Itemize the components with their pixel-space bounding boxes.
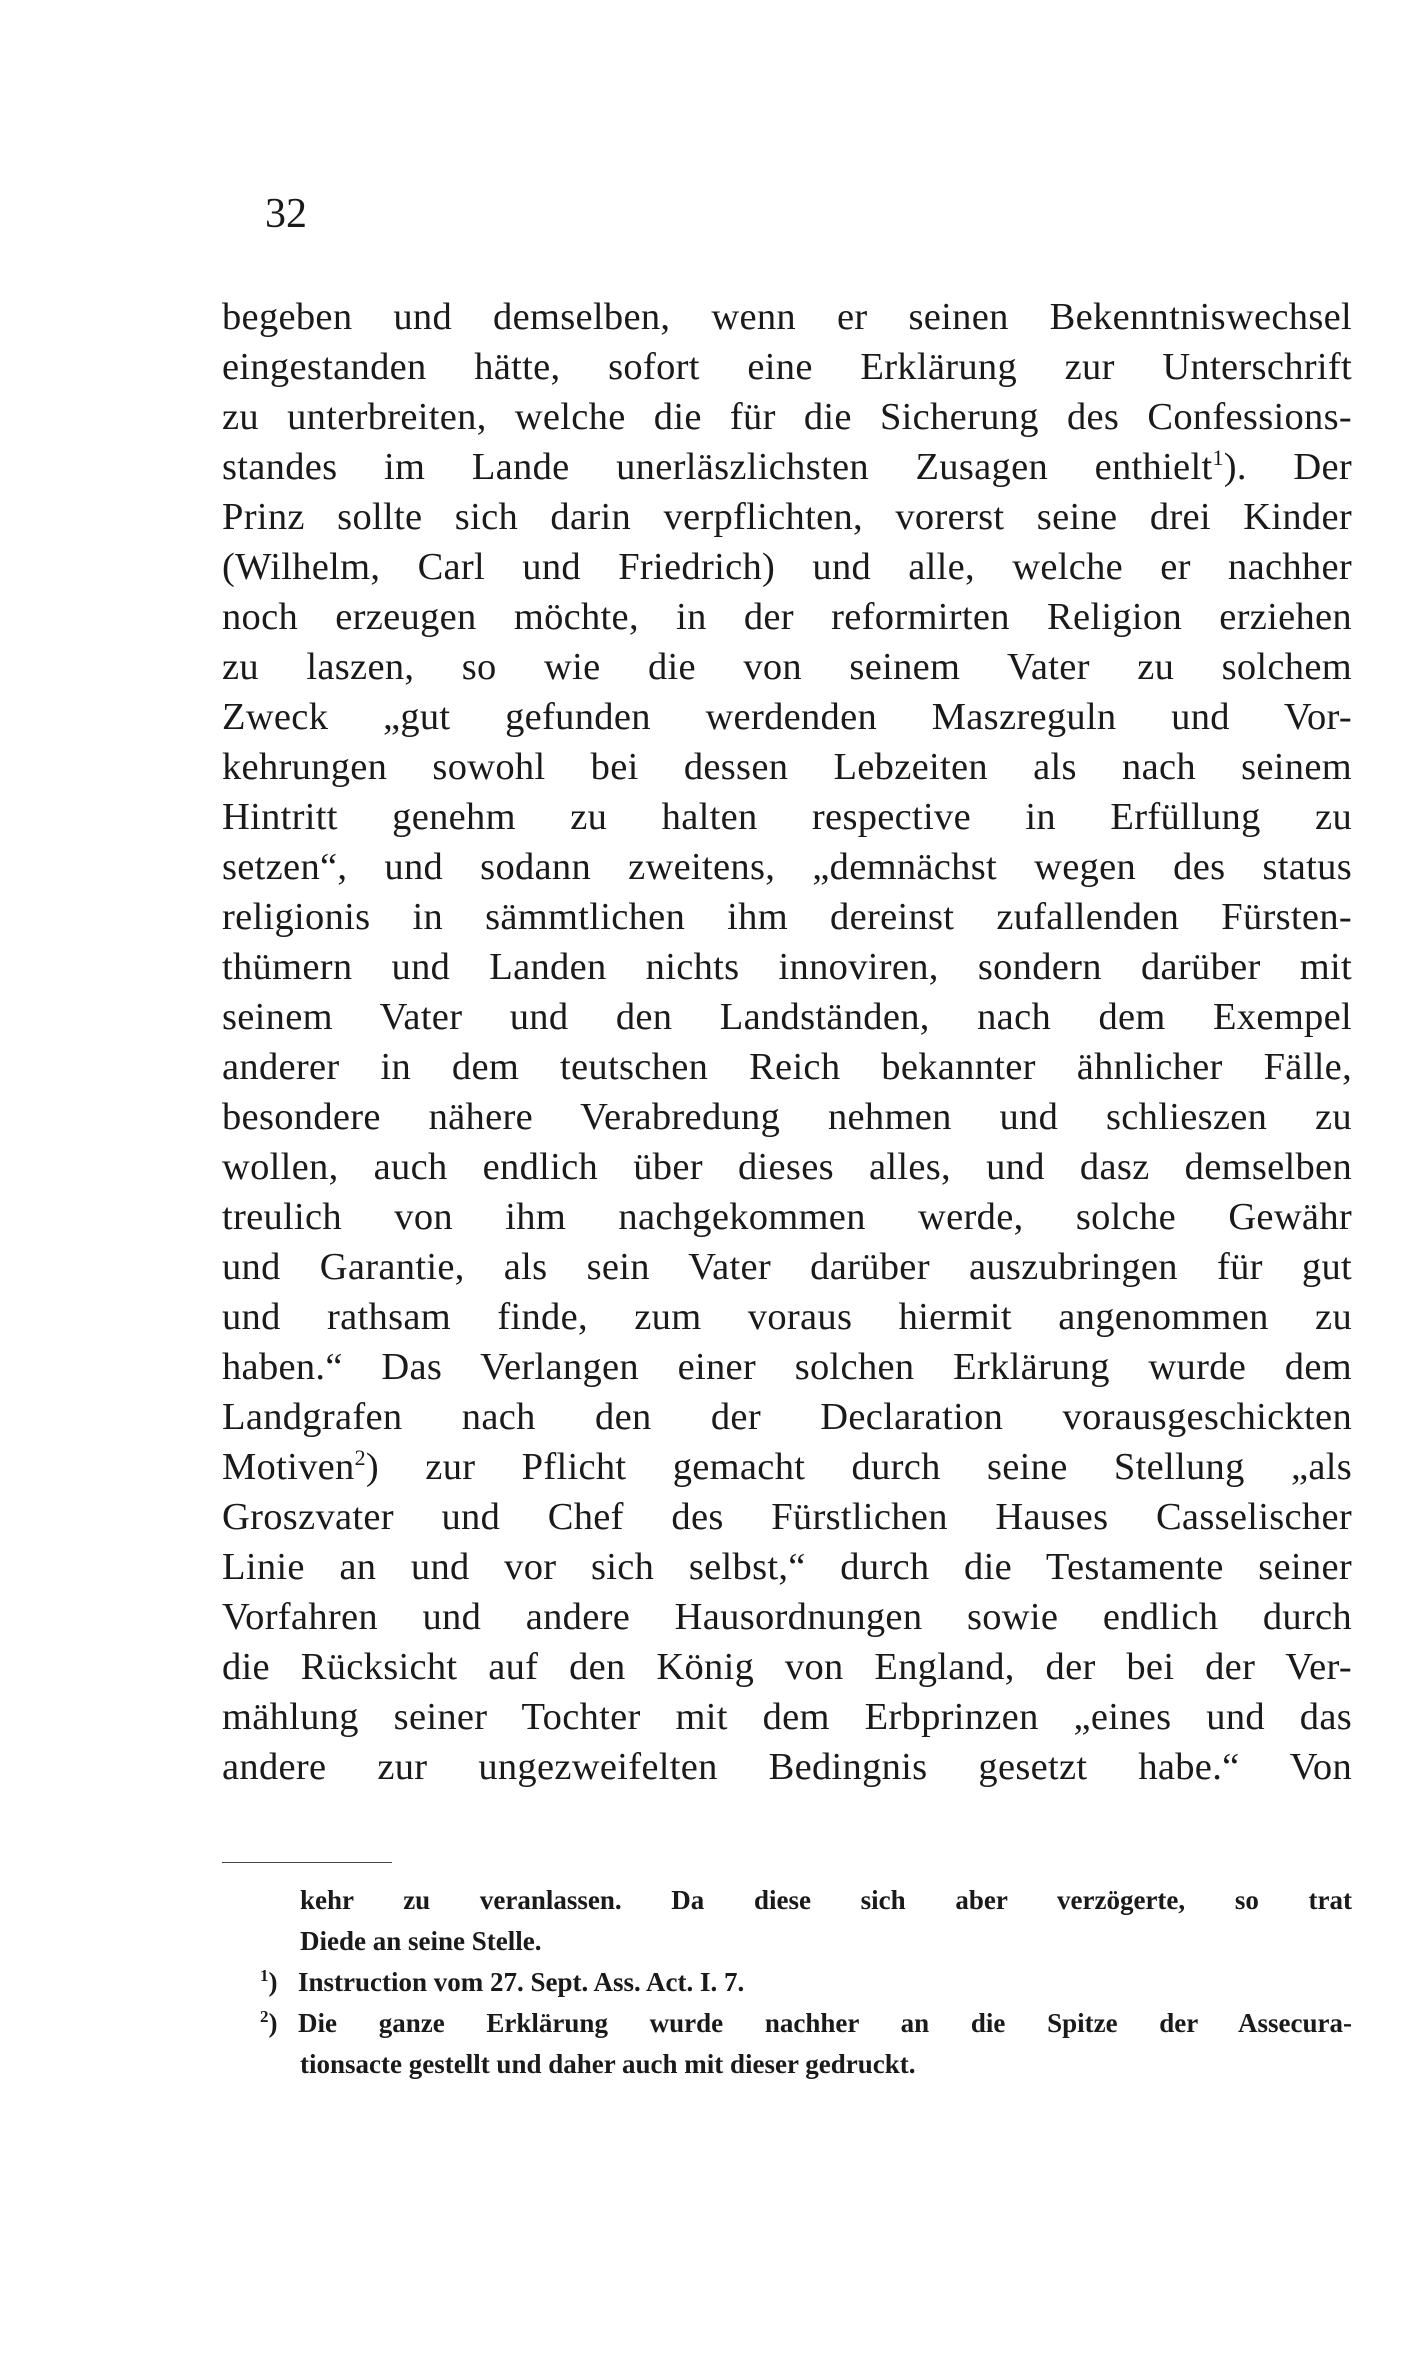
text-line: treulich von ihm nachgekommen werde, solche Gewähr	[222, 1196, 1352, 1238]
footnote-2-continuation: tionsacte gestellt und daher auch mit dieser gedruckt.	[300, 2049, 916, 2079]
text-line: thümern und Landen nichts innoviren, sondern darüber mit	[222, 946, 1352, 988]
text-line: und rathsam finde, zum voraus hiermit angenommen zu	[222, 1296, 1352, 1338]
text-line: Hintritt genehm zu halten respective in Erfüllung zu	[222, 796, 1352, 838]
text-line: wollen, auch endlich über dieses alles, und dasz demselben	[222, 1146, 1352, 1188]
text-line: kehrungen sowohl bei dessen Lebzeiten als nach seinem	[222, 746, 1352, 788]
text-line: mählung seiner Tochter mit dem Erbprinzen „eines und das	[222, 1696, 1352, 1738]
text-line: religionis in sämmtlichen ihm dereinst zufallenden Fürsten-	[222, 896, 1352, 938]
text-line: (Wilhelm, Carl und Friedrich) und alle, welche er nachher	[222, 546, 1352, 588]
text-segment: Motiven	[222, 1446, 355, 1488]
text-line: noch erzeugen möchte, in der reformirten Religion erziehen	[222, 596, 1352, 638]
text-line: Linie an und vor sich selbst,“ durch die Testamente seiner	[222, 1546, 1352, 1588]
text-line: zu unterbreiten, welche die für die Sicherung des Confessions-	[222, 396, 1352, 438]
footnotes	[222, 1880, 1352, 2085]
text-line: besondere nähere Verabredung nehmen und schlieszen zu	[222, 1096, 1352, 1138]
text-line: zu laszen, so wie die von seinem Vater zu solchem	[222, 646, 1352, 688]
text-line	[222, 1442, 1352, 1492]
footnote-separator	[222, 1862, 392, 1863]
text-segment: standes im Lande unerläszlichsten Zusagen enthielt	[222, 446, 1213, 488]
footnote-marker: $^2$)	[260, 2007, 278, 2038]
text-line: haben.“ Das Verlangen einer solchen Erklärung wurde dem	[222, 1346, 1352, 1388]
text-line: begeben und demselben, wenn er seinen Bekenntniswechsel	[222, 296, 1352, 338]
text-line: seinem Vater und den Landständen, nach dem Exempel	[222, 996, 1352, 1038]
footnote-ref: 2	[354, 1445, 366, 1470]
text-line	[222, 442, 1352, 492]
footnote-marker: $^1$)	[260, 1966, 278, 1997]
text-segment: ). Der	[1223, 446, 1352, 488]
footnote-2	[222, 2003, 1352, 2044]
text-line: eingestanden hätte, sofort eine Erklärung zur Unterschrift	[222, 346, 1352, 388]
body-text	[222, 292, 1352, 1792]
footnote-continuation-line: Diede an seine Stelle.	[300, 1926, 542, 1956]
footnote-continuation-line: kehr zu veranlassen. Da diese sich aber verzögerte, so trat	[300, 1885, 1352, 1915]
text-line: die Rücksicht auf den König von England, der bei der Ver-	[222, 1646, 1352, 1688]
text-line: und Garantie, als sein Vater darüber auszubringen für gut	[222, 1246, 1352, 1288]
text-line: Landgrafen nach den der Declaration vorausgeschickten	[222, 1396, 1352, 1438]
text-line: Zweck „gut gefunden werdenden Maszreguln und Vor-	[222, 696, 1352, 738]
text-line: setzen“, und sodann zweitens, „demnächst wegen des status	[222, 846, 1352, 888]
text-line: andere zur ungezweifelten Bedingnis gesetzt habe.“ Von	[222, 1746, 1352, 1788]
text-line: Groszvater und Chef des Fürstlichen Hauses Casselischer	[222, 1496, 1352, 1538]
footnote-ref: 1	[1212, 445, 1224, 470]
text-line: Prinz sollte sich darin verpflichten, vorerst seine drei Kinder	[222, 496, 1352, 538]
text-line: anderer in dem teutschen Reich bekannter ähnlicher Fälle,	[222, 1046, 1352, 1088]
text-segment: ) zur Pflicht gemacht durch seine Stellung „als	[365, 1446, 1352, 1488]
page-number: 32	[265, 191, 307, 237]
text-line: Vorfahren und andere Hausordnungen sowie endlich durch	[222, 1596, 1352, 1638]
footnote-1	[222, 1962, 1352, 2003]
footnote-text: Instruction vom 27. Sept. Ass. Act. I. 7.	[298, 1967, 745, 1997]
footnote-text: Die ganze Erklärung wurde nachher an die Spitze der Assecura-	[298, 2008, 1352, 2038]
